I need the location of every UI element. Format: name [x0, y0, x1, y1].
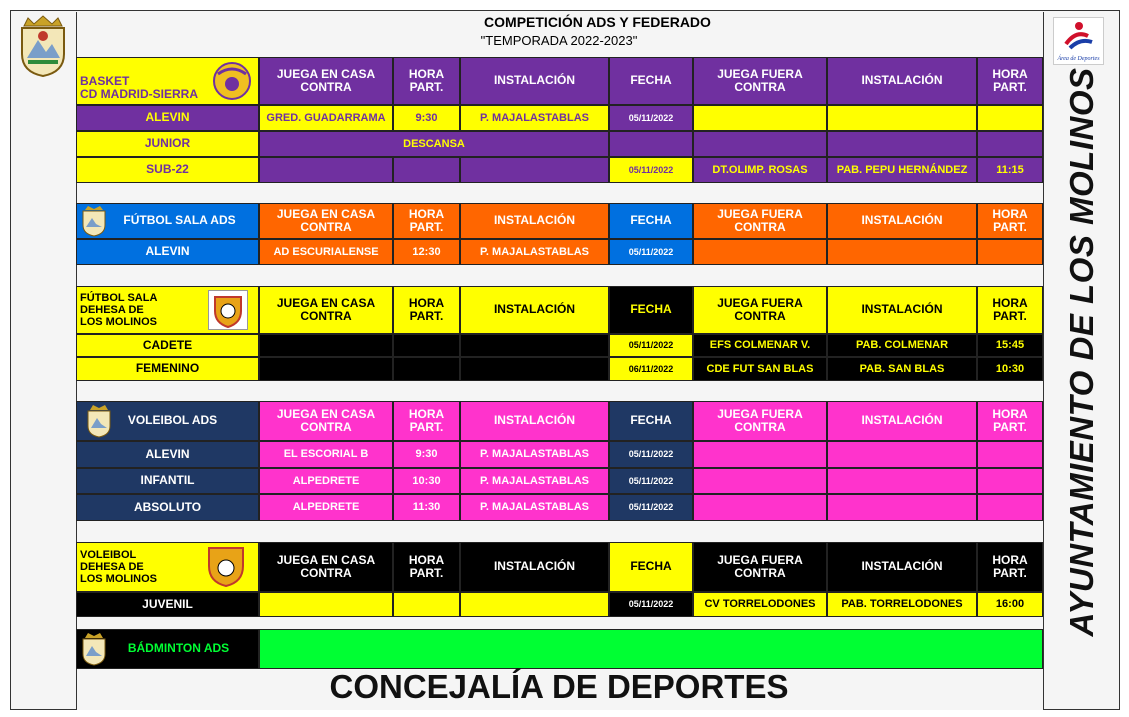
dehesa-volley-col-venue2: INSTALACIÓN	[827, 542, 977, 592]
basket-col-date: FECHA	[609, 57, 693, 105]
table-cell-venue2	[827, 468, 977, 494]
volley-col-home: JUEGA EN CASA CONTRA	[259, 401, 393, 441]
dehesa-volley-col-date: FECHA	[609, 542, 693, 592]
table-cell-time2: 15:45	[977, 334, 1043, 357]
table-row-category: CADETE	[76, 334, 259, 357]
dehesa-volley-col-time: HORA PART.	[393, 542, 460, 592]
table-cell-away	[693, 239, 827, 265]
table-cell-date: 05/11/2022	[609, 105, 693, 131]
rest-note: DESCANSA	[259, 131, 609, 157]
dehesa-futsal-col-date: FECHA	[609, 286, 693, 334]
table-cell-time2	[977, 239, 1043, 265]
dehesa-volley-col-home: JUEGA EN CASA CONTRA	[259, 542, 393, 592]
table-cell-venue	[460, 334, 609, 357]
dehesa-futsal-col-home: JUEGA EN CASA CONTRA	[259, 286, 393, 334]
table-cell-venue: P. MAJALASTABLAS	[460, 494, 609, 521]
dehesa-futsal-col-time2: HORA PART.	[977, 286, 1043, 334]
futsal-col-date: FECHA	[609, 203, 693, 239]
volley-col-venue: INSTALACIÓN	[460, 401, 609, 441]
table-cell-date: 05/11/2022	[609, 592, 693, 617]
town-crest-icon	[81, 205, 107, 237]
section-title-badminton: BÁDMINTON ADS	[76, 629, 259, 669]
sports-area-caption: Área de Deportes	[1057, 56, 1100, 62]
table-cell-time	[393, 334, 460, 357]
table-cell-home	[259, 334, 393, 357]
table-cell-away	[693, 441, 827, 468]
table-cell-date: 05/11/2022	[609, 239, 693, 265]
table-cell-venue: P. MAJALASTABLAS	[460, 105, 609, 131]
vertical-org-name: AYUNTAMIENTO DE LOS MOLINOS	[1063, 67, 1100, 637]
table-cell-time2	[977, 105, 1043, 131]
table-row-category: ABSOLUTO	[76, 494, 259, 521]
futsal-col-time2: HORA PART.	[977, 203, 1043, 239]
basket-col-time: HORA PART.	[393, 57, 460, 105]
table-cell-away: CDE FUT SAN BLAS	[693, 357, 827, 381]
table-cell-venue2	[827, 239, 977, 265]
table-cell-home: AD ESCURIALENSE	[259, 239, 393, 265]
dehesa-futsal-col-venue: INSTALACIÓN	[460, 286, 609, 334]
table-cell-time2	[977, 441, 1043, 468]
dehesa-futsal-col-away: JUEGA FUERA CONTRA	[693, 286, 827, 334]
table-cell-time2	[977, 131, 1043, 157]
football-club-logo-icon	[208, 290, 248, 330]
volley-col-time2: HORA PART.	[977, 401, 1043, 441]
volley-col-venue2: INSTALACIÓN	[827, 401, 977, 441]
table-cell-date: 06/11/2022	[609, 357, 693, 381]
table-cell-time2	[977, 468, 1043, 494]
table-cell-venue2	[827, 131, 977, 157]
table-cell-home: EL ESCORIAL B	[259, 441, 393, 468]
table-cell-away	[693, 131, 827, 157]
table-cell-venue: P. MAJALASTABLAS	[460, 239, 609, 265]
basket-col-away: JUEGA FUERA CONTRA	[693, 57, 827, 105]
table-cell-date: 05/11/2022	[609, 441, 693, 468]
basket-col-venue2: INSTALACIÓN	[827, 57, 977, 105]
table-cell-venue2	[827, 494, 977, 521]
table-cell-date: 05/11/2022	[609, 468, 693, 494]
table-cell-venue2: PAB. COLMENAR	[827, 334, 977, 357]
table-cell-time2: 16:00	[977, 592, 1043, 617]
table-cell-venue: P. MAJALASTABLAS	[460, 468, 609, 494]
table-cell-venue2	[827, 441, 977, 468]
table-cell-date: 05/11/2022	[609, 157, 693, 183]
table-cell-time: 9:30	[393, 441, 460, 468]
basket-club-logo-icon	[210, 60, 254, 102]
futsal-col-away: JUEGA FUERA CONTRA	[693, 203, 827, 239]
town-crest-icon	[81, 632, 107, 666]
futsal-col-home: JUEGA EN CASA CONTRA	[259, 203, 393, 239]
table-cell-time	[393, 592, 460, 617]
section-title-volley-dehesa: VOLEIBOL DEHESA DE LOS MOLINOS	[76, 542, 259, 592]
table-cell-venue	[460, 357, 609, 381]
section-title-volley-ads: VOLEIBOL ADS	[76, 401, 259, 441]
table-cell-home	[259, 592, 393, 617]
basket-col-venue: INSTALACIÓN	[460, 57, 609, 105]
volley-club-logo-icon	[205, 544, 247, 588]
table-cell-date	[609, 131, 693, 157]
table-cell-venue2: PAB. PEPU HERNÁNDEZ	[827, 157, 977, 183]
town-crest-icon	[86, 404, 112, 438]
table-cell-away	[693, 468, 827, 494]
table-row-category: SUB-22	[76, 157, 259, 183]
volley-col-date: FECHA	[609, 401, 693, 441]
table-cell-home	[259, 157, 393, 183]
table-cell-away: EFS COLMENAR V.	[693, 334, 827, 357]
town-crest-icon	[18, 14, 68, 78]
table-cell-venue2	[827, 105, 977, 131]
table-cell-venue2: PAB. TORRELODONES	[827, 592, 977, 617]
volley-col-time: HORA PART.	[393, 401, 460, 441]
table-cell-time2	[977, 494, 1043, 521]
basket-col-home: JUEGA EN CASA CONTRA	[259, 57, 393, 105]
table-row-category: ALEVIN	[76, 239, 259, 265]
section-title-futsal-dehesa: FÚTBOL SALA DEHESA DE LOS MOLINOS	[76, 286, 259, 334]
table-row-category: ALEVIN	[76, 105, 259, 131]
table-cell-home: ALPEDRETE	[259, 468, 393, 494]
table-row-category: ALEVIN	[76, 441, 259, 468]
volley-col-away: JUEGA FUERA CONTRA	[693, 401, 827, 441]
table-cell-date: 05/11/2022	[609, 494, 693, 521]
table-cell-time	[393, 157, 460, 183]
dehesa-volley-col-away: JUEGA FUERA CONTRA	[693, 542, 827, 592]
table-cell-time: 9:30	[393, 105, 460, 131]
section-title-futsal-ads: FÚTBOL SALA ADS	[76, 203, 259, 239]
futsal-col-venue2: INSTALACIÓN	[827, 203, 977, 239]
table-row-category: JUVENIL	[76, 592, 259, 617]
table-cell-away	[693, 105, 827, 131]
futsal-col-time: HORA PART.	[393, 203, 460, 239]
footer-title: CONCEJALÍA DE DEPORTES	[329, 668, 789, 705]
table-cell-away: CV TORRELODONES	[693, 592, 827, 617]
dehesa-futsal-col-time: HORA PART.	[393, 286, 460, 334]
table-cell-away	[693, 494, 827, 521]
table-cell-home: ALPEDRETE	[259, 494, 393, 521]
section-title-basket: BASKET CD MADRID-SIERRA	[76, 57, 259, 105]
table-cell-venue2: PAB. SAN BLAS	[827, 357, 977, 381]
table-cell-time: 11:30	[393, 494, 460, 521]
table-row-category: JUNIOR	[76, 131, 259, 157]
table-cell-venue	[460, 157, 609, 183]
futsal-col-venue: INSTALACIÓN	[460, 203, 609, 239]
table-cell-venue	[460, 592, 609, 617]
dehesa-futsal-col-venue2: INSTALACIÓN	[827, 286, 977, 334]
table-row-category: INFANTIL	[76, 468, 259, 494]
badminton-bar	[259, 629, 1043, 669]
basket-col-time2: HORA PART.	[977, 57, 1043, 105]
page-subtitle: "TEMPORADA 2022-2023"	[480, 33, 638, 48]
table-cell-time: 10:30	[393, 468, 460, 494]
table-cell-time2: 11:15	[977, 157, 1043, 183]
table-cell-date: 05/11/2022	[609, 334, 693, 357]
table-cell-home	[259, 357, 393, 381]
table-cell-time: 12:30	[393, 239, 460, 265]
table-row-category: FEMENINO	[76, 357, 259, 381]
table-cell-time	[393, 357, 460, 381]
table-cell-venue: P. MAJALASTABLAS	[460, 441, 609, 468]
table-cell-home: GRED. GUADARRAMA	[259, 105, 393, 131]
page-title: COMPETICIÓN ADS Y FEDERADO	[484, 14, 711, 30]
dehesa-volley-col-time2: HORA PART.	[977, 542, 1043, 592]
table-cell-away: DT.OLIMP. ROSAS	[693, 157, 827, 183]
dehesa-volley-col-venue: INSTALACIÓN	[460, 542, 609, 592]
table-cell-time2: 10:30	[977, 357, 1043, 381]
